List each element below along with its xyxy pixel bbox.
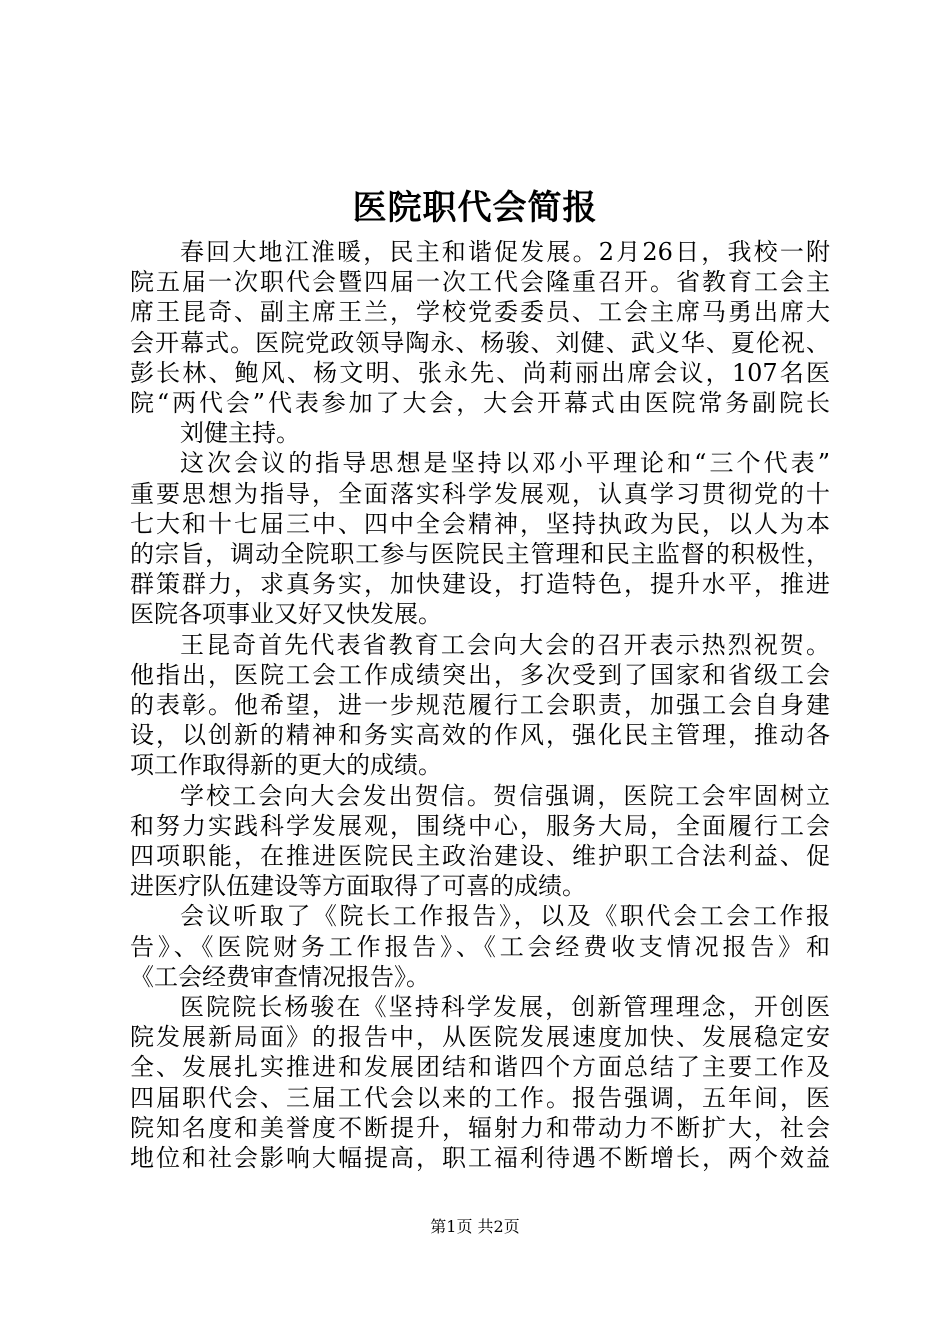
- body-line: 他指出，医院工会工作成绩突出，多次受到了国家和省级工会: [130, 660, 830, 689]
- body-line: 春回大地江淮暖，民主和谐促发展。2月26日，我校一附: [180, 238, 830, 266]
- body-line: 群策群力，求真务实，加快建设，打造特色，提升水平，推进: [130, 570, 830, 599]
- body-line: 医院院长杨骏在《坚持科学发展，创新管理理念，开创医: [180, 993, 830, 1021]
- body-line: 项工作取得新的更大的成绩。: [130, 751, 442, 780]
- body-line: 四项职能，在推进医院民主政治建设、维护职工合法利益、促: [130, 842, 830, 870]
- body-line: 这次会议的指导思想是坚持以邓小平理论和“三个代表”: [180, 449, 830, 478]
- body-line: 院发展新局面》的报告中，从医院发展速度加快、发展稳定安: [130, 1023, 830, 1052]
- body-line: 学校工会向大会发出贺信。贺信强调，医院工会牢固树立: [180, 781, 830, 810]
- body-line: 彭长林、鲍风、杨文明、张永先、尚莉丽出席会议，107名医: [130, 358, 830, 387]
- body-line: 和努力实践科学发展观，围绕中心，服务大局，全面履行工会: [130, 811, 830, 840]
- body-line: 会开幕式。医院党政领导陶永、杨骏、刘健、武义华、夏伦祝、: [130, 328, 830, 357]
- body-line: 进医疗队伍建设等方面取得了可喜的成绩。: [130, 872, 586, 901]
- body-line: 会议听取了《院长工作报告》，以及《职代会工会工作报: [180, 902, 830, 931]
- body-line: 全、发展扎实推进和发展团结和谐四个方面总结了主要工作及: [130, 1053, 830, 1082]
- body-line: 地位和社会影响大幅提高，职工福利待遇不断增长，两个效益: [130, 1144, 830, 1172]
- body-line: 刘健主持。: [180, 419, 300, 448]
- body-line: 医院各项事业又好又快发展。: [130, 600, 442, 629]
- body-line: 七大和十七届三中、四中全会精神，坚持执政为民，以人为本: [130, 509, 830, 538]
- body-line: 院知名度和美誉度不断提升，辐射力和带动力不断扩大，社会: [130, 1113, 830, 1142]
- page-number-footer: 第1页 共2页: [430, 1217, 520, 1236]
- body-line: 重要思想为指导，全面落实科学发展观，认真学习贯彻党的十: [130, 479, 830, 508]
- body-line: 告》、《医院财务工作报告》、《工会经费收支情况报告》和: [130, 932, 830, 961]
- body-line: 席王昆奇、副主席王兰，学校党委委员、工会主席马勇出席大: [130, 298, 830, 327]
- body-line: 设，以创新的精神和务实高效的作风，强化民主管理，推动各: [130, 721, 830, 750]
- body-line: 的宗旨，调动全院职工参与医院民主管理和民主监督的积极性，: [130, 540, 830, 568]
- document-title: 医院职代会简报: [352, 188, 598, 228]
- body-line: 《工会经费审查情况报告》。: [130, 962, 430, 991]
- body-line: 王昆奇首先代表省教育工会向大会的召开表示热烈祝贺。: [180, 630, 830, 659]
- body-line: 院“两代会”代表参加了大会，大会开幕式由医院常务副院长: [130, 389, 830, 417]
- body-line: 的表彰。他希望，进一步规范履行工会职责，加强工会自身建: [130, 691, 830, 719]
- body-line: 四届职代会、三届工代会以来的工作。报告强调，五年间，医: [130, 1083, 830, 1112]
- body-line: 院五届一次职代会暨四届一次工代会隆重召开。省教育工会主: [130, 268, 830, 297]
